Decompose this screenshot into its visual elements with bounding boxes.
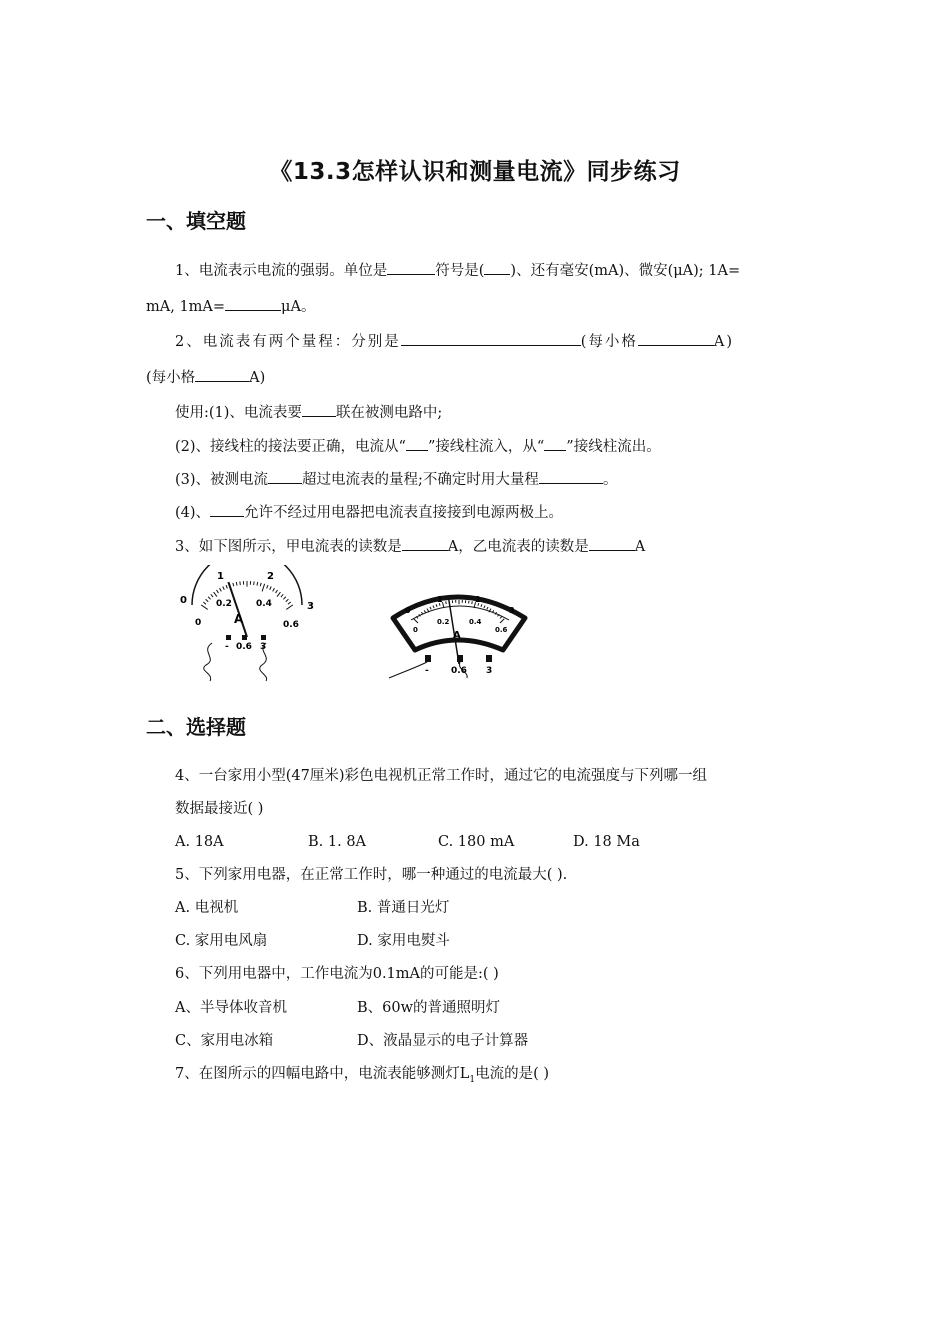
scale-tick (414, 619, 418, 623)
scale-tick (217, 590, 219, 593)
scale-tick (283, 597, 286, 600)
scale-tick (206, 599, 209, 601)
ammeter-b-bottom-label: 0.4 (469, 618, 482, 626)
scale-tick (286, 599, 289, 601)
answer-blank[interactable] (210, 502, 244, 517)
option-d[interactable]: D. 18 Ma (573, 834, 640, 850)
option-d[interactable]: D、液晶显示的电子计算器 (357, 1033, 529, 1049)
question-6: 6、下列用电器中，工作电流为0.1mA的可能是:( ) (175, 966, 499, 982)
scale-tick (424, 610, 425, 612)
scale-tick (211, 594, 213, 597)
ammeter-a-bottom-label: 0.6 (283, 620, 299, 630)
question-2-line-1: 2、电流表有两个量程：分别是 (每小格 A) (175, 331, 734, 352)
terminal-3 (261, 635, 266, 640)
ammeter-a-figure (170, 565, 330, 685)
question-2-line-2: (每小格 A) (146, 367, 265, 388)
ammeter-a-top-label: 1 (217, 571, 224, 582)
terminal-0-6 (457, 655, 463, 662)
answer-blank[interactable] (402, 536, 448, 551)
usage-rule-3: (3)、被测电流 超过电流表的量程;不确定时用大量程 。 (175, 469, 617, 490)
question-7: 7、在图所示的四幅电路中，电流表能够测灯$L_1$电流的是( ) (175, 1066, 550, 1085)
wire-left (204, 643, 212, 681)
ammeter-a-bottom-label: 0.4 (256, 599, 272, 609)
scale-tick (481, 604, 482, 607)
ammeter-b-top-label: 0 (405, 606, 411, 615)
ammeter-b-unit: A (453, 630, 461, 641)
question-3: 3、如下图所示，甲电流表的读数是 A，乙电流表的读数是 A (175, 536, 645, 557)
ammeter-a-bottom-label: 0.2 (216, 599, 232, 609)
ammeter-a-top-label: 3 (307, 601, 314, 612)
scale-tick (220, 588, 222, 591)
ammeter-b-figure (385, 580, 535, 685)
scale-tick (273, 588, 275, 591)
ammeter-b-top-label: 3 (509, 606, 515, 615)
question-4-line-2: 数据最接近( ) (175, 801, 264, 817)
terminal-negative (425, 655, 431, 662)
ammeter-b-dial-window (393, 597, 525, 650)
answer-blank[interactable] (195, 367, 249, 382)
answer-blank[interactable] (589, 536, 635, 551)
scale-tick (277, 592, 280, 596)
usage-rule-1: 使用:(1)、电流表要 联在被测电路中; (175, 402, 442, 423)
option-b[interactable]: B. 普通日光灯 (357, 900, 450, 916)
scale-tick (203, 602, 206, 604)
option-c[interactable]: C. 180 mA (438, 834, 515, 850)
scale-tick (233, 583, 234, 586)
question-4-options (175, 832, 640, 852)
scale-tick (236, 582, 237, 586)
option-a[interactable]: A. 18A (175, 834, 224, 850)
option-b[interactable]: B、60w的普通照明灯 (357, 1000, 501, 1016)
ammeter-b-bottom-label: 0.2 (437, 618, 450, 626)
option-c[interactable]: C、家用电冰箱 (175, 1033, 274, 1049)
scale-tick (201, 605, 208, 610)
section-heading-fill-in: 一、填空题 (146, 209, 246, 233)
scale-tick (433, 606, 434, 608)
answer-blank[interactable] (387, 260, 435, 275)
scale-tick (484, 606, 485, 608)
ammeter-a-bottom-label: 0 (195, 618, 202, 628)
question-1-line-2: mA, 1mA= μA。 (146, 296, 315, 317)
answer-blank[interactable] (302, 402, 336, 417)
scale-tick (286, 605, 293, 610)
question-6-options-row-1 (175, 998, 500, 1018)
scale-tick (226, 585, 227, 588)
question-5-options-row-2 (175, 931, 450, 951)
answer-blank[interactable] (544, 436, 566, 451)
terminal-negative (226, 635, 231, 640)
scale-tick (288, 602, 291, 604)
ammeter-b-top-label: 2 (475, 595, 481, 604)
answer-blank[interactable] (225, 296, 281, 311)
ammeter-a-unit: A (234, 612, 244, 626)
scale-tick (260, 583, 261, 586)
usage-rule-4: (4)、 允许不经过用电器把电流表直接接到电源两极上。 (175, 502, 563, 523)
question-4-line-1: 4、一台家用小型(47厘米)彩色电视机正常工作时，通过它的电流强度与下列哪一组 (175, 768, 707, 784)
wire-left (389, 662, 427, 678)
ammeter-b-bottom-label: 0.6 (495, 626, 508, 634)
answer-blank[interactable] (268, 469, 302, 484)
option-a[interactable]: A、半导体收音机 (175, 1000, 287, 1016)
ammeter-a-pointer (228, 582, 247, 637)
section-heading-choice: 二、选择题 (146, 715, 246, 739)
answer-blank[interactable] (638, 331, 714, 346)
question-1-line-1: 1、电流表示电流的强弱。单位是 符号是( )、还有毫安(mA)、微安(μA); 1A= (175, 260, 740, 281)
ammeter-b-scale-arc (411, 606, 509, 620)
option-b[interactable]: B. 1. 8A (308, 834, 367, 850)
terminal-label: 0.6 (451, 666, 467, 676)
question-6-options-row-2 (175, 1031, 528, 1051)
scale-tick (270, 587, 272, 590)
usage-rule-2: (2)、接线柱的接法要正确，电流从“ ”接线柱流入，从“ ”接线柱流出。 (175, 436, 661, 457)
scale-tick (257, 582, 258, 586)
ammeter-b-bottom-label: 0 (413, 626, 418, 634)
scale-tick (223, 587, 225, 590)
ammeter-a-top-label: 0 (180, 595, 187, 606)
scale-tick (276, 590, 278, 593)
scale-tick (436, 604, 437, 607)
question-5-options-row-1 (175, 898, 449, 918)
answer-blank[interactable] (484, 260, 510, 275)
terminal-label: 3 (486, 666, 493, 676)
terminal-label: - (425, 666, 429, 676)
option-d[interactable]: D. 家用电熨斗 (357, 933, 450, 949)
scale-tick (214, 592, 217, 596)
question-5: 5、下列家用电器，在正常工作时，哪一种通过的电流最大( ). (175, 867, 568, 883)
terminal-3 (486, 655, 492, 662)
scale-tick (500, 619, 504, 623)
terminal-label: - (225, 642, 229, 652)
scale-tick (500, 616, 502, 618)
scale-tick (262, 584, 265, 592)
scale-tick (446, 601, 447, 604)
terminal-label: 3 (260, 642, 267, 652)
scale-tick (281, 594, 283, 597)
answer-blank[interactable] (539, 469, 603, 484)
option-a[interactable]: A. 电视机 (175, 900, 239, 916)
option-c[interactable]: C. 家用电风扇 (175, 933, 268, 949)
ammeter-b-top-label: 1 (437, 595, 443, 604)
terminal-label: 0.6 (236, 642, 252, 652)
terminal-0-6 (242, 635, 247, 640)
page-title: 《13.3怎样认识和测量电流》同步练习 (269, 159, 681, 185)
answer-blank[interactable] (401, 331, 581, 346)
ammeter-a-top-label: 2 (267, 571, 274, 582)
scale-tick (487, 607, 488, 609)
scale-tick (430, 607, 431, 609)
scale-tick (472, 601, 473, 604)
ammeter-a-ticks (201, 581, 293, 609)
answer-blank[interactable] (406, 436, 428, 451)
scale-tick (208, 597, 211, 600)
scale-tick (267, 585, 268, 588)
